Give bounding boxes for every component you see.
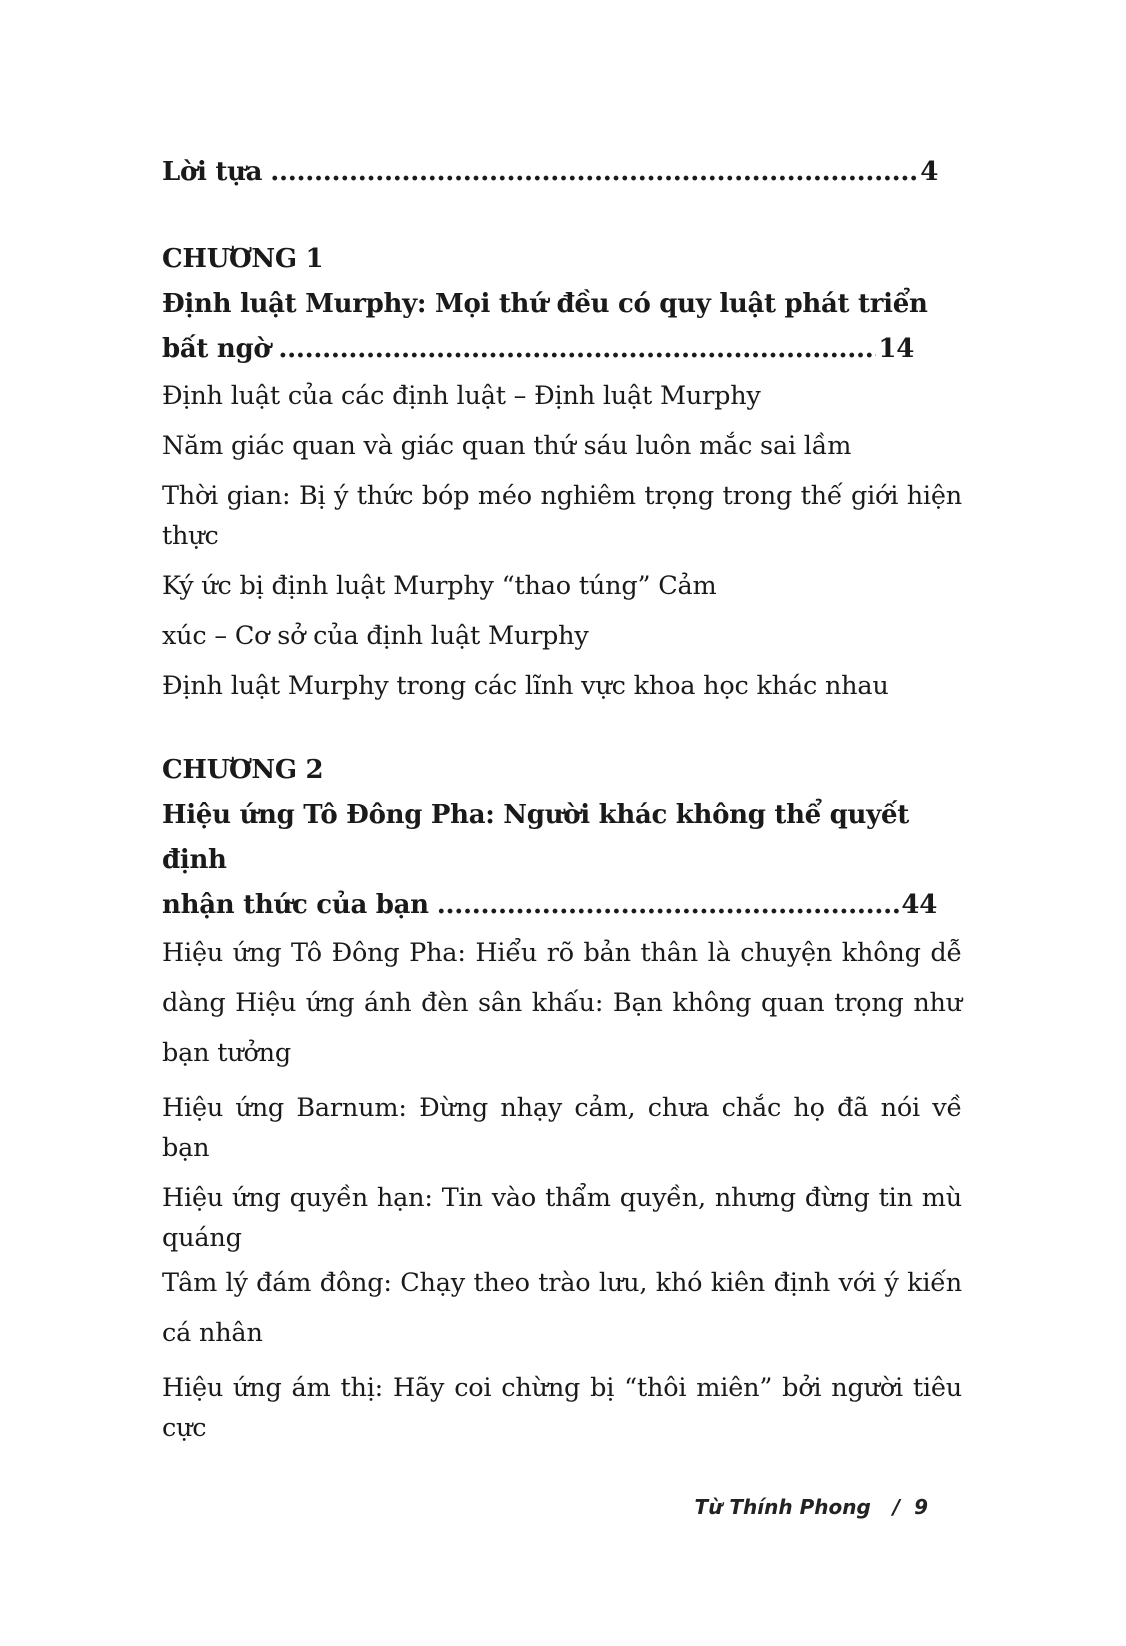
- preface-label: Lời tựa: [162, 157, 263, 187]
- footer-separator: /: [892, 1495, 901, 1519]
- table-of-contents: [162, 150, 962, 1448]
- page-number: 9: [914, 1495, 928, 1519]
- dot-leader: [278, 327, 876, 372]
- footer-author: Từ Thính Phong: [694, 1495, 871, 1519]
- chapter-page: 14: [878, 334, 914, 364]
- section-item[interactable]: Hiệu ứng quyền hạn: Tin vào thẩm quyền, nhưng đừng tin mù quáng: [162, 1183, 962, 1253]
- section-item[interactable]: Định luật Murphy trong các lĩnh vực khoa học khác nhau: [162, 671, 889, 701]
- chapter-title[interactable]: Định luật Murphy: Mọi thứ đều có quy luật phát triển: [162, 289, 928, 319]
- section-item[interactable]: Tâm lý đám đông: Chạy theo trào lưu, khó kiên định với ý kiến cá nhân: [162, 1268, 962, 1348]
- section-item[interactable]: Năm giác quan và giác quan thứ sáu luôn mắc sai lầm: [162, 431, 852, 461]
- section-item[interactable]: Hiệu ứng Tô Đông Pha: Hiểu rõ bản thân là chuyện không dễ dàng Hiệu ứng ánh đèn sân khấu: Bạn không quan trọng như bạn tưởng: [162, 938, 962, 1068]
- section-item[interactable]: Ký ức bị định luật Murphy “thao túng” Cảm: [162, 571, 717, 601]
- chapter-title-end: bất ngờ: [162, 334, 271, 364]
- section-item[interactable]: xúc – Cơ sở của định luật Murphy: [162, 621, 589, 651]
- chapter-2: [162, 748, 962, 1448]
- chapter-page: 44: [901, 890, 937, 920]
- dot-leader: [270, 150, 918, 195]
- chapter-title[interactable]: Hiệu ứng Tô Đông Pha: Người khác không thể quyết định: [162, 800, 909, 875]
- page-footer: [695, 1495, 928, 1519]
- chapter-title-continuation[interactable]: [162, 327, 914, 372]
- chapter-number: CHƯƠNG 1: [162, 244, 324, 274]
- section-item[interactable]: Định luật của các định luật – Định luật Murphy: [162, 381, 761, 411]
- chapter-title-end: nhận thức của bạn: [162, 890, 429, 920]
- chapter-1: [162, 237, 962, 706]
- toc-entry-preface[interactable]: [162, 150, 938, 195]
- section-item[interactable]: Hiệu ứng ám thị: Hãy coi chừng bị “thôi miên” bởi người tiêu cực: [162, 1373, 962, 1443]
- chapter-title-continuation[interactable]: [162, 883, 937, 928]
- chapter-number: CHƯƠNG 2: [162, 755, 324, 785]
- dot-leader: [437, 883, 900, 928]
- section-item[interactable]: Hiệu ứng Barnum: Đừng nhạy cảm, chưa chắc họ đã nói về bạn: [162, 1093, 962, 1163]
- preface-page: 4: [920, 157, 938, 187]
- section-item[interactable]: Thời gian: Bị ý thức bóp méo nghiêm trọng trong thế giới hiện thực: [162, 481, 962, 551]
